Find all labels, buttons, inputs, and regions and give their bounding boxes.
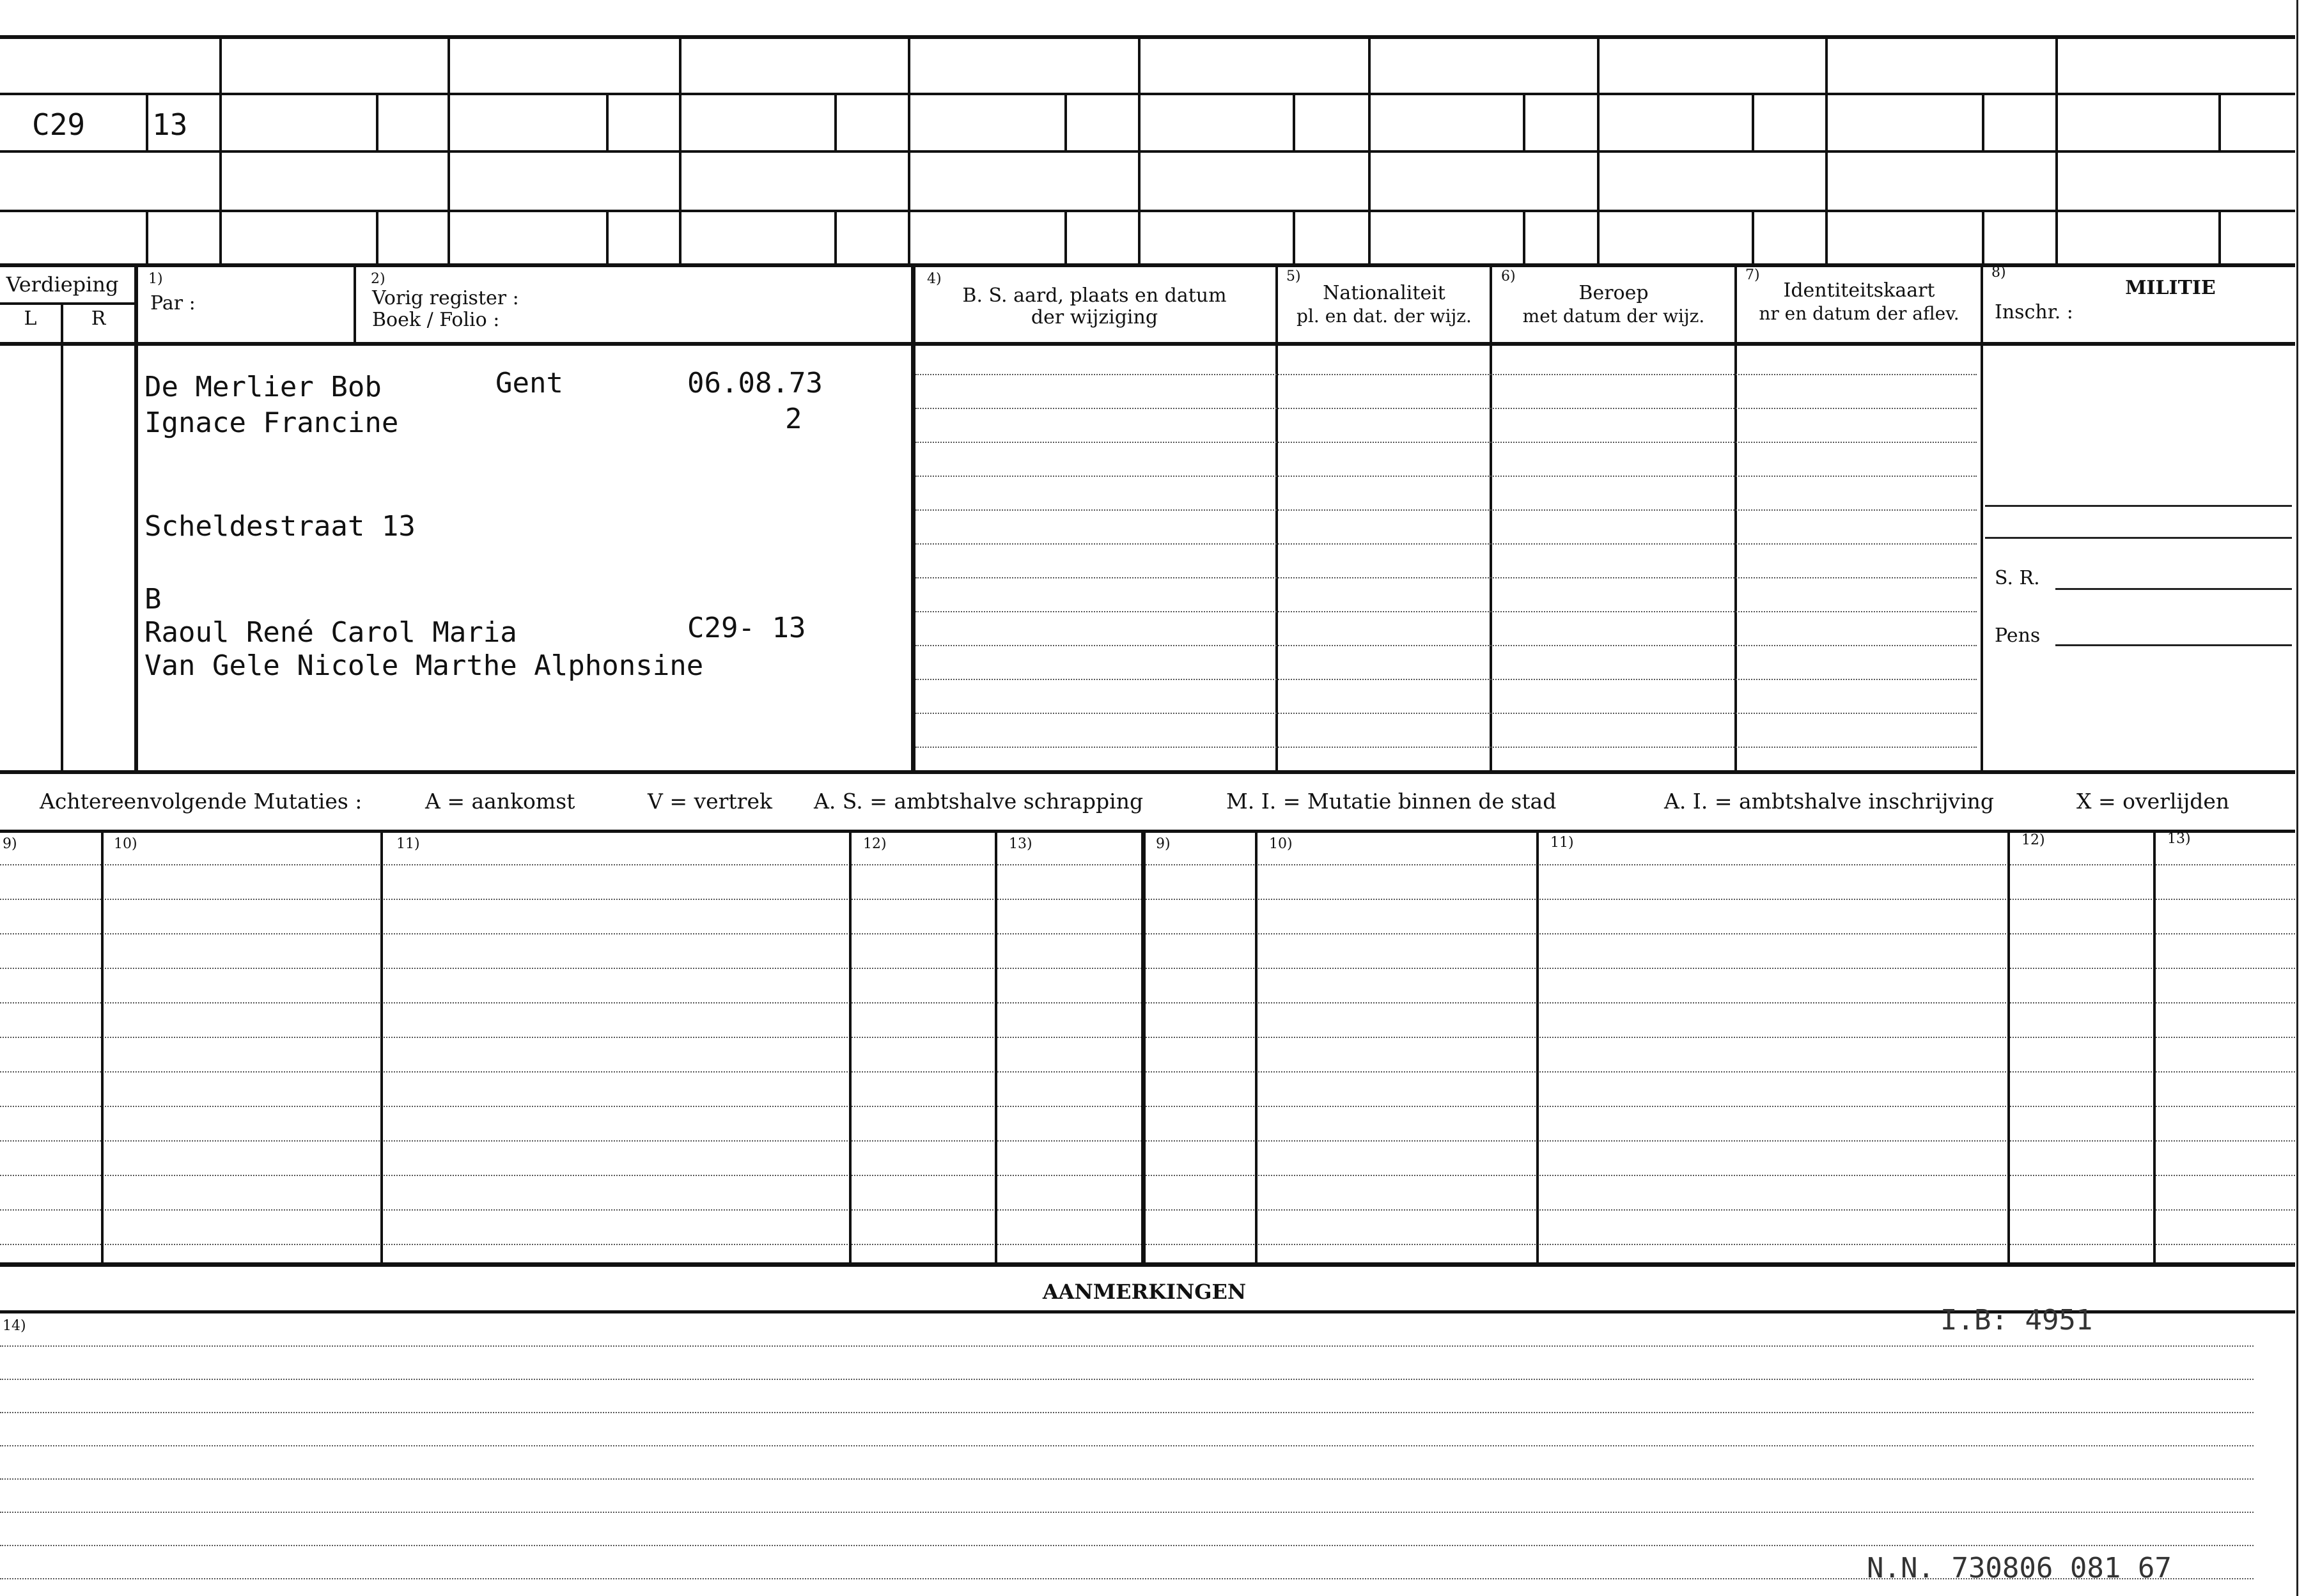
ruled-line <box>0 1412 2254 1413</box>
ruled-line <box>915 543 1977 545</box>
header-2-num: 2) <box>371 271 386 287</box>
militie-title: MILITIE <box>2125 277 2216 299</box>
entry-bottom-line <box>0 770 2295 774</box>
header-4-num: 4) <box>927 271 942 287</box>
grid-col-line <box>1825 37 1828 263</box>
remarks-title: AANMERKINGEN <box>1042 1280 1247 1304</box>
mut-col-13-left: 13) <box>1009 836 1032 852</box>
mut-col-9-left: 9) <box>3 836 17 852</box>
header-2-line1: Vorig register : <box>372 287 519 309</box>
mut-col-12-right: 12) <box>2021 832 2045 848</box>
ruled-line <box>915 645 1977 646</box>
grid-col-line <box>1597 37 1600 263</box>
header-1-label: Par : <box>150 292 196 314</box>
ruled-line <box>0 1071 2295 1073</box>
header-8-num: 8) <box>1991 265 2006 281</box>
ruled-line <box>0 1445 2254 1446</box>
entry-col-line <box>911 265 915 770</box>
legend-title: Achtereenvolgende Mutaties : <box>40 789 362 814</box>
grid-row-line <box>0 93 2295 95</box>
par-col-line <box>134 265 138 770</box>
entry-extra-2: 2 <box>785 403 802 435</box>
ruled-line <box>0 1106 2295 1107</box>
header-6-num: 6) <box>1501 268 1516 284</box>
ruled-line <box>0 899 2295 900</box>
grid-col-line <box>679 37 681 263</box>
header-1-num: 1) <box>148 271 163 287</box>
mut-col-11-right: 11) <box>1550 835 1574 851</box>
header-7-num: 7) <box>1745 267 1760 283</box>
mutations-top-line <box>0 830 2295 833</box>
header-7-line2: nr en datum der aflev. <box>1759 303 1959 324</box>
militie-inschr: Inschr. : <box>1995 301 2073 323</box>
ruled-line <box>0 1478 2254 1480</box>
entry-date-1: 06.08.73 <box>687 367 823 399</box>
ruled-line <box>915 476 1977 477</box>
grid-row-line <box>0 263 2295 267</box>
remarks-nn: N.N. 730806 081 67 <box>1867 1552 2172 1584</box>
ruled-line <box>0 1379 2254 1380</box>
verdieping-title: Verdieping <box>6 272 119 297</box>
register-number: 13 <box>152 107 188 142</box>
legend-overlijden: X = overlijden <box>2076 789 2230 814</box>
remarks-num: 14) <box>3 1318 26 1334</box>
ruled-line <box>915 577 1977 578</box>
mutations-bottom-line <box>0 1262 2295 1267</box>
header-4-line1: B. S. aard, plaats en datum <box>962 284 1227 307</box>
header-5-line2: pl. en dat. der wijz. <box>1297 306 1472 327</box>
grid-col-line <box>1368 37 1371 263</box>
mut-col-10-left: 10) <box>114 836 137 852</box>
register-code: C29 <box>32 107 86 142</box>
grid-col-line <box>1138 37 1141 263</box>
grid-row-line <box>0 150 2295 153</box>
verdieping-left: L <box>24 307 37 330</box>
ruled-line <box>0 968 2295 969</box>
grid-col-line <box>448 37 450 263</box>
header-4-line2: der wijziging <box>1031 306 1158 329</box>
entry-name-1: De Merlier Bob <box>144 371 382 403</box>
ruled-line <box>0 1512 2254 1513</box>
legend-inschrijving: A. I. = ambtshalve inschrijving <box>1664 789 1995 814</box>
mut-col-13-right: 13) <box>2167 831 2191 847</box>
ruled-line <box>915 679 1977 680</box>
ruled-line <box>915 611 1977 612</box>
legend-mutatie: M. I. = Mutatie binnen de stad <box>1226 789 1557 814</box>
header-7-line1: Identiteitskaart <box>1783 279 1935 302</box>
grid-col-line <box>2055 37 2058 263</box>
mutations-center-divider <box>1141 831 1146 1264</box>
legend-aankomst: A = aankomst <box>425 789 575 814</box>
ruled-line <box>0 1037 2295 1038</box>
militie-sr-label: S. R. <box>1995 567 2040 589</box>
header-6-line1: Beroep <box>1578 282 1649 304</box>
ruled-line <box>915 374 1977 375</box>
mut-col-12-left: 12) <box>863 836 887 852</box>
mut-col-11-left: 11) <box>396 836 420 852</box>
header-6-line2: met datum der wijz. <box>1522 306 1705 327</box>
ruled-line <box>0 1545 2254 1546</box>
entry-letter: B <box>144 583 162 616</box>
ruled-line <box>0 864 2295 865</box>
ruled-line <box>0 1244 2295 1245</box>
ruled-line <box>915 747 1977 748</box>
ruled-line <box>0 1345 2254 1347</box>
ruled-line <box>915 408 1977 409</box>
grid-col-line <box>219 37 222 263</box>
header-5-line1: Nationaliteit <box>1323 282 1445 304</box>
right-edge-line <box>2296 0 2298 1596</box>
ruled-line <box>0 933 2295 934</box>
entry-address: Scheldestraat 13 <box>144 510 416 543</box>
legend-schrapping: A. S. = ambtshalve schrapping <box>814 789 1144 814</box>
header-2-line2: Boek / Folio : <box>372 309 500 331</box>
ruled-line <box>0 1002 2295 1003</box>
ruled-line <box>915 442 1977 443</box>
remarks-ib: I.B: 4951 <box>1940 1304 2093 1336</box>
header-bottom-line <box>0 342 2295 346</box>
ruled-line <box>915 713 1977 714</box>
grid-col-line <box>908 37 910 263</box>
grid-row-line <box>0 210 2295 212</box>
ruled-line <box>0 1140 2295 1142</box>
ruled-line <box>0 1175 2295 1176</box>
entry-child-name: Raoul René Carol Maria <box>144 616 517 649</box>
mut-col-10-right: 10) <box>1269 836 1293 852</box>
entry-child-ref: C29- 13 <box>687 612 806 644</box>
legend-vertrek: V = vertrek <box>648 789 772 814</box>
top-border <box>0 35 2295 39</box>
ruled-line <box>0 1209 2295 1211</box>
entry-name-2: Ignace Francine <box>144 407 399 439</box>
militie-pens-label: Pens <box>1995 624 2041 647</box>
verdieping-right: R <box>91 307 106 330</box>
mut-col-9-right: 9) <box>1156 836 1171 852</box>
entry-mother-name: Van Gele Nicole Marthe Alphonsine <box>144 649 704 682</box>
ruled-line <box>915 509 1977 511</box>
header-5-num: 5) <box>1286 268 1301 284</box>
entry-place-1: Gent <box>495 367 563 399</box>
